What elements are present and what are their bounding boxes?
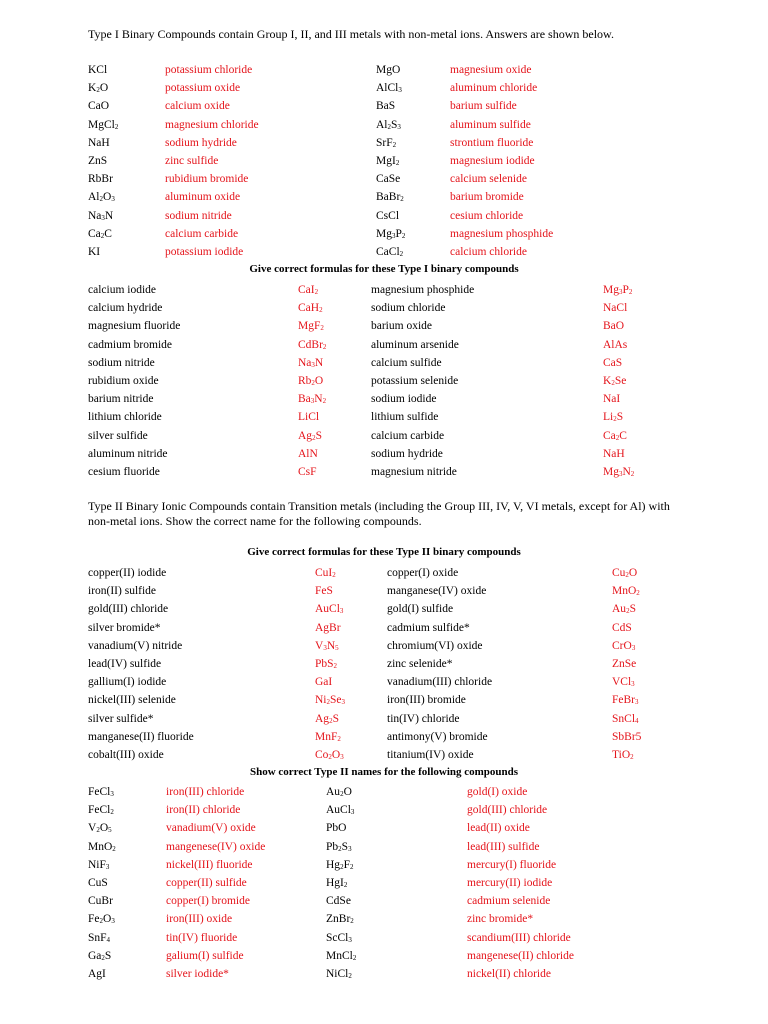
name-col-b: potassium iodide bbox=[165, 246, 244, 258]
formula-col-b: $Co_2O_3$ bbox=[315, 749, 344, 761]
name-col-a: barium nitride bbox=[88, 393, 154, 406]
formula-col-c: AuCl$_3$ bbox=[326, 804, 355, 817]
name-col-d: magnesium phosphide bbox=[450, 227, 554, 240]
formula-col-a: SnF$_4$ bbox=[88, 931, 111, 944]
formula-col-d: TiO$_2$ bbox=[612, 749, 634, 761]
table-row bbox=[0, 691, 768, 709]
name-col-d: gold(III) chloride bbox=[467, 804, 548, 817]
formula-col-c: $Mg_3P_2$ bbox=[376, 227, 406, 240]
formula-col-a: $Ga_2S$ bbox=[88, 949, 112, 962]
formula-col-d: MnO$_2$ bbox=[612, 585, 640, 598]
name-col-b: galium(I) sulfide bbox=[166, 949, 244, 962]
name-col-a: magnesium fluoride bbox=[88, 320, 181, 333]
type-i-formulas-heading: Give correct formulas for these Type I binary compounds bbox=[249, 263, 519, 275]
formula-col-a: MnO$_2$ bbox=[88, 840, 116, 853]
formula-col-c: $Hg_2F_2$ bbox=[326, 858, 354, 871]
table-row bbox=[0, 892, 768, 910]
formula-col-d: VCl$_3$ bbox=[612, 676, 635, 689]
table-row bbox=[0, 710, 768, 728]
name-col-a: sodium nitride bbox=[88, 356, 155, 369]
formula-col-d: $Ca_2C$ bbox=[603, 429, 627, 442]
table-row bbox=[0, 354, 768, 372]
formula-col-d: NaI bbox=[603, 393, 621, 406]
formula-col-c: MnCl$_2$ bbox=[326, 949, 357, 962]
name-col-d: calcium selenide bbox=[450, 173, 527, 186]
formula-col-c: MgO bbox=[376, 64, 401, 76]
name-col-b: nickel(III) fluoride bbox=[166, 858, 253, 871]
table-row bbox=[0, 874, 768, 892]
formula-col-d: BaO bbox=[603, 320, 625, 333]
formula-col-b: AlN bbox=[298, 447, 318, 460]
table-row bbox=[0, 619, 768, 637]
table-row bbox=[0, 910, 768, 928]
formula-col-a: AgI bbox=[88, 968, 106, 980]
formula-col-d: $Mg_3N_2$ bbox=[603, 466, 635, 478]
name-col-a: calcium iodide bbox=[88, 284, 157, 296]
table-row bbox=[0, 188, 768, 206]
formula-col-a: NiF$_3$ bbox=[88, 858, 110, 871]
formula-col-b: MnF$_2$ bbox=[315, 730, 341, 743]
name-col-a: gallium(I) iodide bbox=[88, 676, 167, 689]
formula-col-b: PbS$_2$ bbox=[315, 658, 338, 670]
name-col-a: vanadium(V) nitride bbox=[88, 639, 183, 652]
name-col-c: iron(III) bromide bbox=[387, 694, 466, 707]
formula-col-d: NaH bbox=[603, 447, 625, 460]
name-col-b: mangenese(IV) oxide bbox=[166, 840, 266, 853]
formula-col-b: $Ni_2Se_3$ bbox=[315, 694, 345, 707]
formula-col-c: AlCl$_3$ bbox=[376, 82, 402, 95]
table-row bbox=[0, 243, 768, 261]
table-row bbox=[0, 600, 768, 618]
table-row bbox=[0, 372, 768, 390]
name-col-b: copper(I) bromide bbox=[166, 895, 250, 908]
table-row bbox=[0, 965, 768, 983]
table-row bbox=[0, 97, 768, 115]
name-col-d: lead(III) sulfide bbox=[467, 840, 540, 853]
name-col-c: calcium carbide bbox=[371, 429, 445, 442]
type-ii-names-heading: Show correct Type II names for the following compounds bbox=[249, 766, 519, 778]
name-col-d: aluminum chloride bbox=[450, 82, 538, 95]
name-col-d: gold(I) oxide bbox=[467, 786, 528, 798]
name-col-d: mercury(I) fluoride bbox=[467, 858, 557, 871]
formula-col-d: FeBr$_3$ bbox=[612, 694, 639, 707]
formula-col-d: $Au_2S$ bbox=[612, 603, 636, 616]
formula-col-a: $K_2O$ bbox=[88, 82, 109, 95]
formula-col-c: BaBr$_2$ bbox=[376, 191, 404, 204]
name-col-a: silver bromide* bbox=[88, 621, 161, 634]
name-col-d: mercury(II) iodide bbox=[467, 877, 553, 889]
table-row bbox=[0, 152, 768, 170]
type-i-intro: Type I Binary Compounds contain Group I, II, and III metals with non-metal ions. Answers are shown below. bbox=[88, 27, 614, 41]
table-row bbox=[0, 655, 768, 673]
formula-col-a: ZnS bbox=[88, 155, 108, 167]
name-col-c: gold(I) sulfide bbox=[387, 603, 454, 616]
name-col-b: copper(II) sulfide bbox=[166, 877, 247, 889]
formula-col-b: CsF bbox=[298, 466, 317, 478]
formula-col-a: NaH bbox=[88, 136, 110, 149]
formula-col-b: $Na_3N$ bbox=[298, 356, 324, 369]
formula-col-c: ZnBr$_2$ bbox=[326, 913, 354, 926]
formula-col-a: CaO bbox=[88, 100, 110, 113]
formula-col-b: $Ba_3N_2$ bbox=[298, 393, 327, 406]
table-row bbox=[0, 207, 768, 225]
name-col-c: potassium selenide bbox=[371, 375, 459, 387]
table-row bbox=[0, 336, 768, 354]
formula-col-c: CdSe bbox=[326, 895, 351, 908]
name-col-a: aluminum nitride bbox=[88, 447, 168, 460]
formula-col-b: $Ag_2S$ bbox=[315, 712, 339, 725]
formula-col-a: $Fe_2O_3$ bbox=[88, 913, 115, 926]
name-col-c: sodium hydride bbox=[371, 447, 443, 460]
formula-col-c: $Al_2S_3$ bbox=[376, 118, 401, 131]
formula-col-a: $Na_3N$ bbox=[88, 209, 114, 222]
formula-col-a: FeCl$_2$ bbox=[88, 804, 114, 817]
name-col-d: nickel(II) chloride bbox=[467, 968, 551, 980]
formula-col-a: CuBr bbox=[88, 895, 113, 908]
formula-col-c: MgI$_2$ bbox=[376, 155, 400, 167]
table-row bbox=[0, 427, 768, 445]
name-col-c: calcium sulfide bbox=[371, 356, 442, 369]
formula-col-b: CuI$_2$ bbox=[315, 567, 336, 579]
name-col-d: barium sulfide bbox=[450, 100, 517, 113]
formula-col-d: ZnSe bbox=[612, 658, 637, 670]
name-col-c: lithium sulfide bbox=[371, 411, 439, 424]
name-col-c: barium oxide bbox=[371, 320, 432, 333]
formula-col-c: SrF$_2$ bbox=[376, 136, 397, 149]
table-row bbox=[0, 299, 768, 317]
name-col-c: magnesium phosphide bbox=[371, 284, 475, 296]
formula-col-b: CaH$_2$ bbox=[298, 302, 323, 315]
name-col-d: calcium chloride bbox=[450, 246, 527, 258]
formula-col-b: $Rb_2O$ bbox=[298, 375, 324, 387]
name-col-c: titanium(IV) oxide bbox=[387, 749, 474, 761]
table-row bbox=[0, 317, 768, 335]
table-row bbox=[0, 929, 768, 947]
table-row bbox=[0, 281, 768, 299]
name-col-b: calcium carbide bbox=[165, 227, 239, 240]
table-row bbox=[0, 116, 768, 134]
formula-col-c: HgI$_2$ bbox=[326, 877, 348, 889]
name-col-b: aluminum oxide bbox=[165, 191, 241, 204]
formula-col-c: CaSe bbox=[376, 173, 401, 186]
formula-col-d: CdS bbox=[612, 621, 632, 634]
table-row bbox=[0, 746, 768, 764]
formula-col-b: GaI bbox=[315, 676, 333, 689]
name-col-c: chromium(VI) oxide bbox=[387, 639, 483, 652]
formula-col-c: CaCl$_2$ bbox=[376, 246, 404, 258]
formula-col-b: AuCl$_3$ bbox=[315, 603, 344, 616]
formula-col-a: $Ca_2C$ bbox=[88, 227, 112, 240]
formula-col-c: NiCl$_2$ bbox=[326, 968, 352, 980]
name-col-b: calcium oxide bbox=[165, 100, 230, 113]
name-col-b: zinc sulfide bbox=[165, 155, 219, 167]
type-ii-intro: Type II Binary Ionic Compounds contain Transition metals (including the Group III, IV, V, VI metals, except for Al) with non-metal ions. Show the correct name for the following compounds. bbox=[88, 499, 670, 528]
formula-col-b: MgF$_2$ bbox=[298, 320, 324, 333]
name-col-c: antimony(V) bromide bbox=[387, 730, 488, 743]
table-row bbox=[0, 801, 768, 819]
formula-col-d: CaS bbox=[603, 356, 623, 369]
formula-col-d: $Cu_2O$ bbox=[612, 567, 638, 579]
name-col-a: rubidium oxide bbox=[88, 375, 159, 387]
name-col-b: sodium nitride bbox=[165, 209, 232, 222]
formula-col-b: CdBr$_2$ bbox=[298, 338, 327, 351]
name-col-d: strontium fluoride bbox=[450, 136, 534, 149]
formula-col-a: KCl bbox=[88, 64, 108, 76]
formula-col-b: $V_3N_5$ bbox=[315, 639, 339, 652]
formula-col-d: SnCl$_4$ bbox=[612, 712, 639, 725]
name-col-c: zinc selenide* bbox=[387, 658, 453, 670]
name-col-b: iron(III) oxide bbox=[166, 913, 233, 926]
table-row bbox=[0, 856, 768, 874]
table-row bbox=[0, 582, 768, 600]
name-col-c: aluminum arsenide bbox=[371, 338, 459, 351]
table-row bbox=[0, 390, 768, 408]
name-col-b: sodium hydride bbox=[165, 136, 237, 149]
name-col-d: cesium chloride bbox=[450, 209, 524, 222]
formula-col-a: $V_2O_5$ bbox=[88, 822, 112, 835]
name-col-d: zinc bromide* bbox=[467, 913, 534, 926]
table-row bbox=[0, 564, 768, 582]
name-col-d: aluminum sulfide bbox=[450, 118, 531, 131]
formula-col-a: RbBr bbox=[88, 173, 113, 186]
name-col-d: lead(II) oxide bbox=[467, 822, 530, 835]
formula-col-c: PbO bbox=[326, 822, 347, 835]
table-row bbox=[0, 783, 768, 801]
table-row bbox=[0, 445, 768, 463]
name-col-c: sodium chloride bbox=[371, 302, 446, 315]
name-col-a: copper(II) iodide bbox=[88, 567, 167, 579]
name-col-b: potassium chloride bbox=[165, 64, 253, 76]
formula-col-b: FeS bbox=[315, 585, 333, 598]
table-row bbox=[0, 408, 768, 426]
name-col-c: manganese(IV) oxide bbox=[387, 585, 487, 598]
name-col-c: tin(IV) chloride bbox=[387, 712, 460, 725]
name-col-a: silver sulfide bbox=[88, 429, 148, 442]
name-col-a: lithium chloride bbox=[88, 411, 162, 424]
name-col-a: gold(III) chloride bbox=[88, 603, 169, 616]
name-col-d: barium bromide bbox=[450, 191, 524, 204]
name-col-c: magnesium nitride bbox=[371, 466, 457, 478]
type-ii-formulas-heading: Give correct formulas for these Type II binary compounds bbox=[247, 546, 521, 558]
name-col-c: copper(I) oxide bbox=[387, 567, 459, 579]
name-col-c: vanadium(III) chloride bbox=[387, 676, 493, 689]
name-col-a: cadmium bromide bbox=[88, 338, 172, 351]
name-col-b: silver iodide* bbox=[166, 968, 229, 980]
table-row bbox=[0, 673, 768, 691]
formula-col-d: NaCl bbox=[603, 302, 628, 315]
formula-col-a: MgCl$_2$ bbox=[88, 118, 119, 131]
table-row bbox=[0, 61, 768, 79]
table-row bbox=[0, 225, 768, 243]
formula-col-b: LiCl bbox=[298, 411, 320, 424]
table-row bbox=[0, 637, 768, 655]
name-col-a: calcium hydride bbox=[88, 302, 163, 315]
table-row bbox=[0, 463, 768, 481]
name-col-d: scandium(III) chloride bbox=[467, 931, 571, 944]
table-row bbox=[0, 838, 768, 856]
formula-col-a: CuS bbox=[88, 877, 108, 889]
table-row bbox=[0, 79, 768, 97]
table-row bbox=[0, 170, 768, 188]
name-col-a: cobalt(III) oxide bbox=[88, 749, 164, 761]
name-col-d: magnesium iodide bbox=[450, 155, 535, 167]
name-col-b: iron(III) chloride bbox=[166, 786, 245, 798]
formula-col-c: $Pb_2S_3$ bbox=[326, 840, 352, 853]
name-col-c: sodium iodide bbox=[371, 393, 437, 406]
name-col-b: tin(IV) fluoride bbox=[166, 931, 238, 944]
name-col-b: potassium oxide bbox=[165, 82, 241, 95]
name-col-b: rubidium bromide bbox=[165, 173, 249, 186]
formula-col-d: $Mg_3P_2$ bbox=[603, 284, 633, 296]
formula-col-b: CaI$_2$ bbox=[298, 284, 319, 296]
name-col-a: lead(IV) sulfide bbox=[88, 658, 162, 670]
formula-col-a: $Al_2O_3$ bbox=[88, 191, 115, 204]
table-row bbox=[0, 819, 768, 837]
formula-col-d: CrO$_3$ bbox=[612, 639, 636, 652]
formula-col-c: CsCl bbox=[376, 209, 400, 222]
formula-col-d: $Li_2S$ bbox=[603, 411, 624, 424]
formula-col-a: KI bbox=[88, 246, 101, 258]
formula-col-b: AgBr bbox=[315, 621, 341, 634]
formula-col-d: $K_2Se$ bbox=[603, 375, 627, 387]
table-row bbox=[0, 728, 768, 746]
formula-col-c: $Au_2O$ bbox=[326, 786, 352, 798]
name-col-a: cesium fluoride bbox=[88, 466, 160, 478]
table-row bbox=[0, 947, 768, 965]
formula-col-c: ScCl$_3$ bbox=[326, 931, 352, 944]
name-col-a: manganese(II) fluoride bbox=[88, 730, 194, 743]
name-col-d: cadmium selenide bbox=[467, 895, 551, 908]
name-col-d: mangenese(II) chloride bbox=[467, 949, 574, 962]
name-col-b: magnesium chloride bbox=[165, 118, 259, 131]
formula-col-d: SbBr5 bbox=[612, 730, 642, 743]
formula-col-d: AlAs bbox=[603, 338, 628, 351]
table-row bbox=[0, 134, 768, 152]
name-col-a: iron(II) sulfide bbox=[88, 585, 157, 598]
name-col-d: magnesium oxide bbox=[450, 64, 532, 76]
formula-col-c: BaS bbox=[376, 100, 396, 113]
name-col-b: iron(II) chloride bbox=[166, 804, 241, 817]
name-col-a: nickel(III) selenide bbox=[88, 694, 176, 707]
formula-col-b: $Ag_2S$ bbox=[298, 429, 322, 442]
name-col-a: silver sulfide* bbox=[88, 712, 154, 725]
name-col-b: vanadium(V) oxide bbox=[166, 822, 256, 835]
name-col-c: cadmium sulfide* bbox=[387, 621, 470, 634]
formula-col-a: FeCl$_3$ bbox=[88, 786, 114, 798]
